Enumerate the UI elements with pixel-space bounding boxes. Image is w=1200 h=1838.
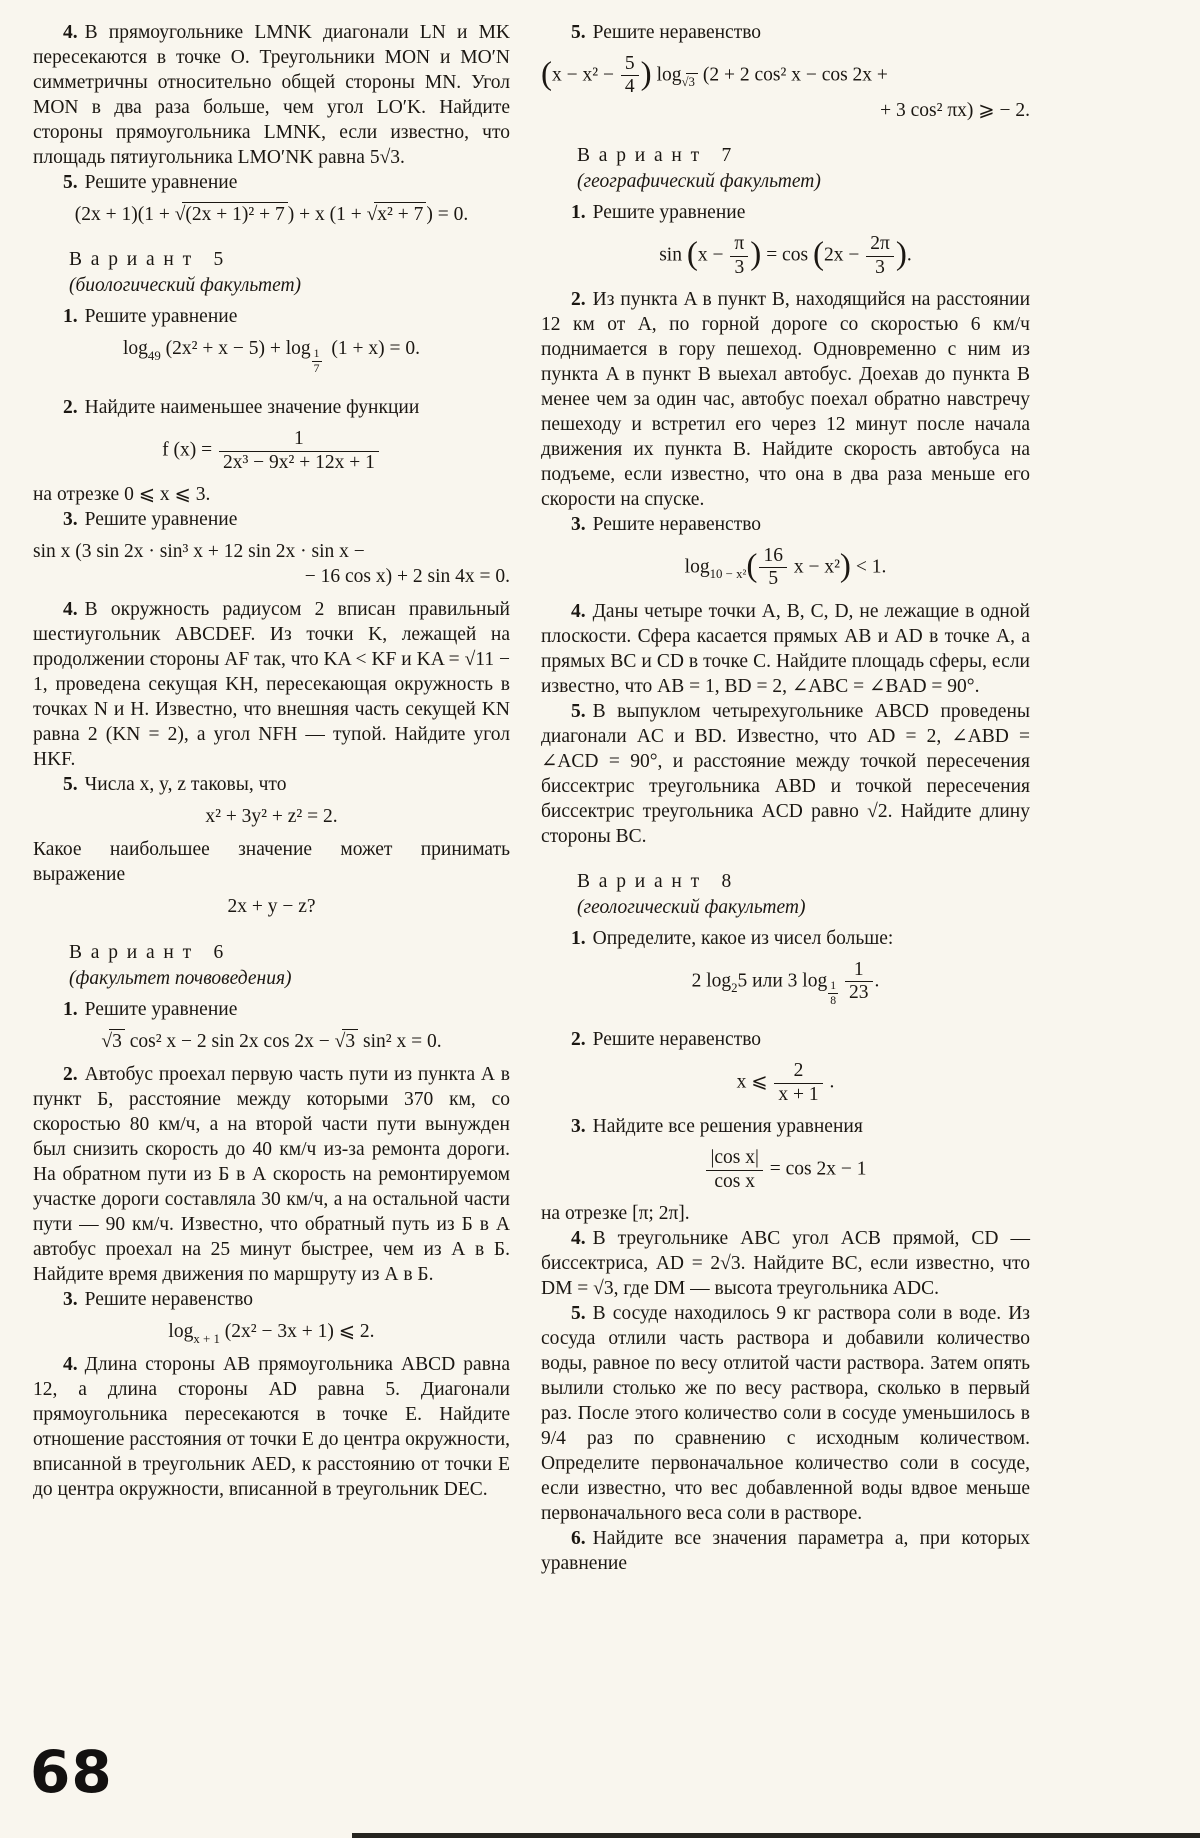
problem-v6-3-heading xyxy=(33,1287,510,1312)
problem-v7-3-heading xyxy=(541,512,1030,537)
problem-text: В выпуклом четырехугольнике ABCD проведены диагонали AC и BD. Известно, что AD = 2, ∠ABD = ∠ACD = 90°, и расстояние между точкой пересечения биссектрис треугольника ABD и точкой пересечения биссектрис треугольника ACD равно √2. Найдите длину стороны BC. xyxy=(541,700,1030,847)
problem-text: Даны четыре точки A, B, C, D, не лежащие в одной плоскости. Сфера касается прямых AB и AD в точке A, а прямых BC и CD в точке C. Найдите площадь сферы, если известно, что AB = 1, BD = 2, ∠ABC = ∠BAD = 90°. xyxy=(541,600,1030,697)
fraction xyxy=(757,545,789,591)
problem-number: 4. xyxy=(63,22,78,43)
equation-v5-3 xyxy=(33,540,510,589)
problem-v8-2-heading xyxy=(541,1027,1030,1052)
denominator: 2x³ − 9x² + 12x + 1 xyxy=(219,451,379,474)
numerator: 2π xyxy=(870,233,890,255)
denominator: 3 xyxy=(866,256,894,279)
equation-text: (2x² + x − 5) + log xyxy=(160,338,311,360)
problem-number: 1. xyxy=(571,202,586,224)
problem-text: Решите уравнение xyxy=(592,202,746,224)
problem-number: 2. xyxy=(571,289,586,311)
equation-text: log xyxy=(684,556,710,578)
problem-text: Автобус проехал первую часть пути из пункта А в пункт Б, расстояние между которыми 370 км, со скоростью 80 км/ч, а на второй части пути вынужден был снизить скорость до 40 км/ч из-за ремонта дороги. На обратном пути из Б в А скорость на ремонтируемом участке дороги составляла 30 км/ч, а на остальной части пути — 90 км/ч. Известно, что обратный путь из Б в А автобус проехал на 25 минут быстрее, чем из А в Б. Найдите время движения по маршруту из А в Б. xyxy=(33,1064,510,1286)
equation-v5-2 xyxy=(33,428,510,474)
radicand: x² + 7 xyxy=(374,202,426,225)
problem-text: Найдите все решения уравнения xyxy=(592,1116,863,1138)
problem-text: Найдите все значения параметра a, при которых уравнение xyxy=(541,1527,1030,1574)
equation-text: f (x) = xyxy=(162,439,217,461)
denominator: 8 xyxy=(830,993,837,1007)
big-paren: ) xyxy=(839,547,851,584)
radicand: 3 xyxy=(109,1029,125,1052)
equation-v8-2 xyxy=(541,1060,1030,1106)
problem-number: 5. xyxy=(571,1302,586,1324)
equation-text: 2x − xyxy=(823,244,865,266)
equation-text: log xyxy=(651,64,682,86)
problem-v6-4 xyxy=(33,1352,510,1502)
problem-number: 2. xyxy=(63,397,78,419)
radical xyxy=(101,1031,124,1052)
numerator: 16 xyxy=(763,545,783,567)
problem-v5-1-heading xyxy=(33,304,510,329)
problem-v6-1-heading xyxy=(33,997,510,1022)
equation-text: 5 или 3 log xyxy=(737,970,828,992)
problem-v5-5-heading xyxy=(33,772,510,797)
problem-number: 4. xyxy=(63,598,78,620)
range-note: на отрезке [π; 2π]. xyxy=(541,1202,690,1224)
equation-text: log xyxy=(123,338,148,360)
equation-text: log xyxy=(168,1321,194,1343)
equation-text: ) = 0. xyxy=(426,204,469,225)
equation-text: cos² x − 2 sin 2x cos 2x − xyxy=(124,1030,335,1052)
fraction xyxy=(619,53,641,99)
problem-text: В треугольнике ABC угол ACB прямой, CD — биссектриса, AD = 2√3. Найдите BC, если известно, что DM = √3, где DM — высота треугольника ADC. xyxy=(541,1227,1030,1299)
problem-text: Определите, какое из чисел больше: xyxy=(592,927,894,949)
equation-line-1: sin x (3 sin 2x · sin³ x + 12 sin 2x · sin x − xyxy=(33,541,365,563)
variant-7-title: Вариант 7 xyxy=(577,145,741,167)
big-paren: ) xyxy=(640,54,652,92)
big-paren: ( xyxy=(746,547,758,584)
denominator: 23 xyxy=(845,981,873,1004)
radical xyxy=(367,204,427,225)
problem-number: 2. xyxy=(63,1064,78,1086)
big-paren: ) xyxy=(895,235,907,273)
radical-sign: √ xyxy=(174,204,185,225)
denominator: 3 xyxy=(730,256,748,279)
problem-text: Решите неравенство xyxy=(592,1029,762,1051)
problem-v6-2 xyxy=(33,1062,510,1287)
problem-v8-5 xyxy=(541,1301,1030,1526)
variant-8-subtitle: (геологический факультет) xyxy=(577,896,806,918)
problem-number: 6. xyxy=(571,1527,586,1549)
big-paren: ) xyxy=(750,235,762,273)
problem-text: Найдите наименьшее значение функции xyxy=(84,397,420,419)
page-number: 68 xyxy=(30,1738,113,1806)
problem-number: 1. xyxy=(63,306,78,328)
left-column xyxy=(33,20,510,1502)
big-paren: ( xyxy=(812,235,824,273)
fraction xyxy=(843,959,875,1005)
problem-text: Решите неравенство xyxy=(592,22,762,43)
numerator: 5 xyxy=(624,53,635,74)
denominator: cos x xyxy=(706,1170,762,1193)
problem-v5-2-heading xyxy=(33,395,510,420)
radical xyxy=(681,75,698,89)
problem-number: 3. xyxy=(571,1116,586,1138)
denominator: 5 xyxy=(759,567,787,590)
equation-text: . xyxy=(874,970,880,992)
problem-v5-4 xyxy=(33,597,510,772)
log-base-fraction xyxy=(312,347,322,375)
problem-text: Решите уравнение xyxy=(84,509,238,531)
problem-number: 5. xyxy=(63,773,78,795)
problem-text: Решите уравнение xyxy=(84,172,238,193)
radical-sign: √ xyxy=(366,204,377,225)
radical-sign: √ xyxy=(334,1030,345,1052)
problem-text: Длина стороны AB прямоугольника ABCD равна 12, а длина стороны AD равна 5. Диагонали прямоугольника пересекаются в точке E. Найдите отношение расстояния от точки E до центра окружности, вписанной в треугольник AED, к расстоянию от точки E до центра окружности, вписанной в треугольник DEC. xyxy=(33,1354,510,1501)
radical xyxy=(335,1031,358,1052)
problem-number: 5. xyxy=(571,22,586,43)
log-base: 49 xyxy=(147,349,161,364)
log-base xyxy=(681,75,698,89)
fraction xyxy=(704,1147,764,1193)
equation-text: x − xyxy=(697,244,729,266)
problem-number: 1. xyxy=(571,927,586,949)
problem-text: Числа x, y, z таковы, что xyxy=(84,773,287,795)
problem-number: 5. xyxy=(63,172,78,193)
numerator: 1 xyxy=(294,428,304,450)
log-base-fraction xyxy=(828,979,838,1007)
equation-text: (2x + 1)(1 + xyxy=(74,204,175,225)
equation-text: 2 log xyxy=(691,970,732,992)
problem-v5-3-heading xyxy=(33,507,510,532)
variant-6-title: Вариант 6 xyxy=(69,941,233,963)
equation-text: sin² x = 0. xyxy=(358,1030,442,1052)
denominator: x + 1 xyxy=(774,1083,822,1106)
fraction xyxy=(772,1060,824,1106)
equation-text: x ⩽ xyxy=(736,1071,773,1093)
problem-5-heading xyxy=(33,170,510,195)
problem-number: 3. xyxy=(571,514,586,536)
problem-v5-5-continuation: Какое наибольшее значение может принимать выражение xyxy=(33,839,510,886)
numerator: π xyxy=(734,233,745,255)
equation-text: ) + x (1 + xyxy=(287,204,367,225)
problem-number: 2. xyxy=(571,1029,586,1051)
problem-number: 4. xyxy=(571,600,586,622)
problem-v7-2 xyxy=(541,287,1030,512)
radical xyxy=(175,204,288,225)
problem-number: 3. xyxy=(63,509,78,531)
problem-v8-1-heading xyxy=(541,926,1030,951)
problem-text: Из пункта A в пункт B, находящийся на расстоянии 12 км от A, по горной дороге со скоростью 6 км/ч поднимается в гору пешеход. Одновременно с ним из пункта A в пункт B выехал автобус. Доехав до пункта B менее чем за один час, автобус поехал обратно навстречу пешеходу и встретил его через 12 минут после начала движения их пункта B. Найдите скорость автобуса на подъеме, если известно, что она в два раза меньше его скорости на спуске. xyxy=(541,289,1030,511)
radical-sign: √ xyxy=(681,75,688,90)
variant-6-subtitle: (факультет почвоведения) xyxy=(69,967,292,989)
numerator: |cos x| xyxy=(710,1147,759,1169)
expression-v5-5: 2x + y − z? xyxy=(227,896,316,918)
problem-v8-4 xyxy=(541,1226,1030,1301)
equation-text: (1 + x) = 0. xyxy=(326,338,420,360)
problem-text: В сосуде находилось 9 кг раствора соли в воде. Из сосуда отлили часть раствора и добавили количество воды, равное по весу отлитой части раствора. Затем опять вылили столько же по весу раствора, сколько в первый раз. После этого количество соли в сосуде уменьшилось в 9/4 раз по сравнению с исходным количеством. Определите первоначальное количество соли в сосуде, если известно, что вес добавленной воды вдвое меньше первоначального веса соли в растворе. xyxy=(541,1302,1030,1524)
problem-4 xyxy=(33,20,510,170)
problem-number: 4. xyxy=(63,1354,78,1376)
equation-v8-3 xyxy=(541,1147,1030,1193)
problem-text: В прямоугольнике LMNK диагонали LN и MK пересекаются в точке O. Треугольники MON и MO′N симметричны относительно общей стороны MN. Угол MON в два раза больше, чем угол LO′K. Найдите стороны прямоугольника LMNK, если известно, что площадь пятиугольника LMO′NK равна 5√3. xyxy=(33,22,510,168)
equation-line-2: + 3 cos² πx) ⩾ − 2. xyxy=(880,99,1030,121)
radical-sign: √ xyxy=(101,1030,112,1052)
equation-v8-1 xyxy=(541,959,1030,1007)
problem-number: 5. xyxy=(571,700,586,722)
problem-text: Решите неравенство xyxy=(84,1289,254,1311)
equation-text: = cos xyxy=(761,244,813,266)
equation-v6-3 xyxy=(33,1320,510,1344)
problem-v7-5 xyxy=(541,699,1030,849)
equation-v5-5: x² + 3y² + z² = 2. xyxy=(205,805,338,827)
numerator: 1 xyxy=(853,958,864,980)
denominator: 4 xyxy=(621,75,639,98)
equation-text: = cos 2x − 1 xyxy=(764,1158,867,1180)
fraction xyxy=(728,233,750,279)
log-base: 2 xyxy=(731,981,738,996)
variant-7-subtitle: (географический факультет) xyxy=(577,171,821,193)
radicand: (2x + 1)² + 7 xyxy=(182,202,287,225)
big-paren: ( xyxy=(541,54,553,92)
problem-v7-1-heading xyxy=(541,200,1030,225)
numerator: 1 xyxy=(830,979,837,993)
equation-v5-1 xyxy=(33,337,510,375)
equation-text: sin xyxy=(659,244,687,266)
radicand: 3 xyxy=(342,1029,358,1052)
numerator: 2 xyxy=(793,1060,804,1082)
variant-5-title: Вариант 5 xyxy=(69,249,233,271)
problem-number: 1. xyxy=(63,998,78,1020)
equation-line-1 xyxy=(541,53,1030,99)
log-base: 10 − x² xyxy=(709,567,747,582)
equation-text: < 1. xyxy=(850,556,887,578)
big-paren: ( xyxy=(686,235,698,273)
problem-r5-heading xyxy=(541,20,1030,45)
right-column xyxy=(541,20,1030,1576)
problem-text: Решите уравнение xyxy=(84,306,238,328)
problem-v7-4 xyxy=(541,599,1030,699)
numerator: 1 xyxy=(313,347,320,361)
log-base: x + 1 xyxy=(193,1331,220,1346)
problem-v8-6 xyxy=(541,1526,1030,1576)
equation-text: (2x² − 3x + 1) ⩽ 2. xyxy=(219,1321,375,1343)
variant-5-subtitle: (биологический факультет) xyxy=(69,275,302,297)
variant-8-title: Вариант 8 xyxy=(577,870,741,892)
equation-text: . xyxy=(906,244,912,266)
radicand: 3 xyxy=(686,73,698,89)
equation-text: x − x² − xyxy=(552,64,619,86)
equation-v6-1 xyxy=(33,1030,510,1054)
problem-number: 3. xyxy=(63,1289,78,1311)
equation-text: (2 + 2 cos² x − cos 2x + xyxy=(697,64,888,86)
problem-text: В окружность радиусом 2 вписан правильный шестиугольник ABCDEF. Из точки K, лежащей на продолжении стороны AF так, что KA < KF и KA = √11 − 1, проведена секущая KH, пересекающая окружность в точках N и H. Известно, что внешняя часть секущей KN равна 2 (KN = 2), а угол NFH — тупой. Найдите угол HKF. xyxy=(33,598,510,770)
fraction xyxy=(864,233,896,279)
equation-line-2: − 16 cos x) + 2 sin 4x = 0. xyxy=(304,565,510,587)
equation-r5 xyxy=(541,53,1030,123)
equation-top-5 xyxy=(33,203,510,227)
range-note: на отрезке 0 ⩽ x ⩽ 3. xyxy=(33,484,211,506)
equation-text: x − x² xyxy=(788,556,840,578)
equation-v7-1 xyxy=(541,233,1030,279)
problem-number: 4. xyxy=(571,1227,586,1249)
equation-v7-3 xyxy=(541,545,1030,591)
scan-edge-strip xyxy=(352,1833,1200,1838)
problem-v8-3-heading xyxy=(541,1114,1030,1139)
denominator: 7 xyxy=(313,361,320,375)
equation-text: . xyxy=(824,1071,835,1093)
problem-text: Решите неравенство xyxy=(592,514,762,536)
fraction xyxy=(217,428,381,474)
problem-text: Решите уравнение xyxy=(84,998,238,1020)
